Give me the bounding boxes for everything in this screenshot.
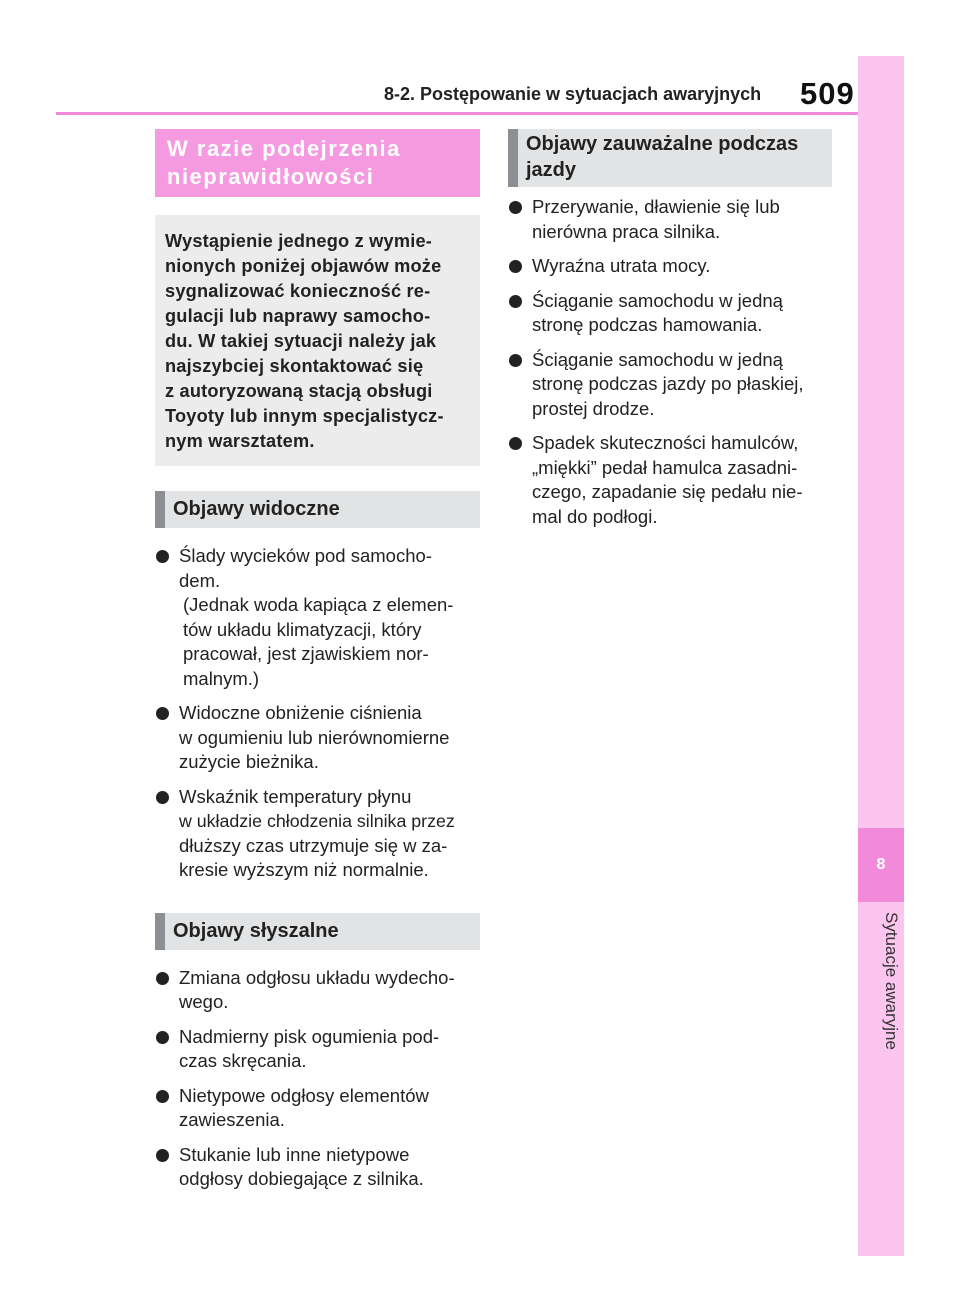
intro-text-box <box>155 215 480 466</box>
list-item <box>508 254 832 279</box>
chapter-side-label: Sytuacje awaryjne <box>882 912 901 1050</box>
item-line: stronę podczas jazdy po płaskiej, <box>532 373 804 394</box>
item-line: nierówna praca silnika. <box>532 220 721 242</box>
item-line: czego, zapadanie się pedału nie- <box>532 481 803 502</box>
list-item <box>155 966 480 1015</box>
item-line: Nietypowe odgłosy elementów <box>179 1084 429 1106</box>
intro-line: nionych poniżej objawów może <box>165 256 442 276</box>
list-item <box>155 544 480 691</box>
intro-line: najszybciej skontaktować się <box>165 356 424 376</box>
chapter-number-tab[interactable]: 8 <box>858 828 904 902</box>
intro-line: nym warsztatem. <box>165 431 315 451</box>
left-column <box>155 129 480 1202</box>
section-heading-visible: Objawy widoczne <box>155 491 480 528</box>
item-line: Spadek skuteczności hamulców, <box>532 432 799 453</box>
item-line: odgłosy dobiegające z silnika. <box>179 1168 424 1189</box>
header-rule <box>56 112 858 115</box>
item-note-line: tów układu klimatyzacji, który <box>183 618 422 640</box>
item-line: Zmiana odgłosu układu wydecho- <box>179 966 455 988</box>
item-line: czas skręcania. <box>179 1050 307 1071</box>
warning-title-line: W razie podejrzenia <box>167 136 401 161</box>
warning-title-box <box>155 129 480 197</box>
bullet-icon <box>509 354 522 367</box>
item-note-line: (Jednak woda kapiąca z elemen- <box>183 594 454 615</box>
item-line: Ślady wycieków pod samocho- <box>179 545 432 566</box>
item-note-line: pracował, jest zjawiskiem nor- <box>183 643 429 664</box>
list-item <box>155 1025 480 1074</box>
item-line: wego. <box>179 991 229 1012</box>
section-heading-driving <box>508 129 832 187</box>
bullet-icon <box>509 295 522 308</box>
intro-line: du. W takiej sytuacji należy jak <box>165 331 437 351</box>
list-item <box>155 1084 480 1133</box>
list-item <box>508 195 832 244</box>
item-line: Stukanie lub inne nietypowe <box>179 1143 410 1165</box>
item-line: mal do podłogi. <box>532 505 658 527</box>
list-item <box>508 431 832 529</box>
list-item <box>508 289 832 338</box>
section-header-title: 8-2. Postępowanie w sytuacjach awaryjnych <box>384 84 762 104</box>
item-line: Przerywanie, dławienie się lub <box>532 196 780 217</box>
item-line: Nadmierny pisk ogumienia pod- <box>179 1025 440 1047</box>
item-line: prostej drodze. <box>532 397 655 419</box>
intro-line: z autoryzowaną stacją obsługi <box>165 381 433 401</box>
bullet-icon <box>156 707 169 720</box>
audible-symptoms-list <box>155 966 480 1192</box>
right-column <box>508 129 832 539</box>
intro-line: Wystąpienie jednego z wymie- <box>165 231 433 251</box>
intro-line: gulacji lub naprawy samocho- <box>165 306 431 326</box>
chapter-side-tab <box>858 56 904 1256</box>
section-heading-audible: Objawy słyszalne <box>155 913 480 950</box>
item-line: w układzie chłodzenia silnika przez <box>179 811 455 831</box>
bullet-icon <box>509 260 522 273</box>
driving-symptoms-list <box>508 195 832 529</box>
item-line: kresie wyższym niż normalnie. <box>179 859 429 880</box>
list-item <box>155 1143 480 1192</box>
heading-line: Objawy zauważalne podczas <box>526 133 799 155</box>
bullet-icon <box>156 550 169 563</box>
item-line: Widoczne obniżenie ciśnienia <box>179 702 422 723</box>
item-line: Ściąganie samochodu w jedną <box>532 348 783 370</box>
item-line: stronę podczas hamowania. <box>532 314 763 335</box>
list-item <box>155 701 480 775</box>
heading-line: jazdy <box>526 159 577 181</box>
bullet-icon <box>509 437 522 450</box>
item-line: w ogumieniu lub nierównomierne <box>179 726 450 748</box>
item-line: zużycie bieżnika. <box>179 751 319 772</box>
item-line: Wskaźnik temperatury płynu <box>179 785 412 807</box>
bullet-icon <box>509 201 522 214</box>
bullet-icon <box>156 791 169 804</box>
bullet-icon <box>156 1031 169 1044</box>
bullet-icon <box>156 1090 169 1103</box>
item-line: dem. <box>179 569 221 591</box>
item-line: zawieszenia. <box>179 1109 285 1130</box>
bullet-icon <box>156 972 169 985</box>
item-line: Ściąganie samochodu w jedną <box>532 289 783 311</box>
item-line: Wyraźna utrata mocy. <box>532 255 711 276</box>
page-number: 509 <box>800 76 855 111</box>
item-line: „miękki” pedał hamulca zasadni- <box>532 456 798 478</box>
intro-line: Toyoty lub innym specjalistycz- <box>165 406 444 426</box>
warning-title-line: nieprawidłowości <box>167 164 375 189</box>
intro-line: sygnalizować konieczność re- <box>165 281 431 301</box>
list-item <box>155 785 480 883</box>
list-item <box>508 348 832 422</box>
item-line: dłuższy czas utrzymuje się w za- <box>179 834 448 856</box>
item-note-line: malnym.) <box>183 667 260 689</box>
bullet-icon <box>156 1149 169 1162</box>
visible-symptoms-list <box>155 544 480 883</box>
